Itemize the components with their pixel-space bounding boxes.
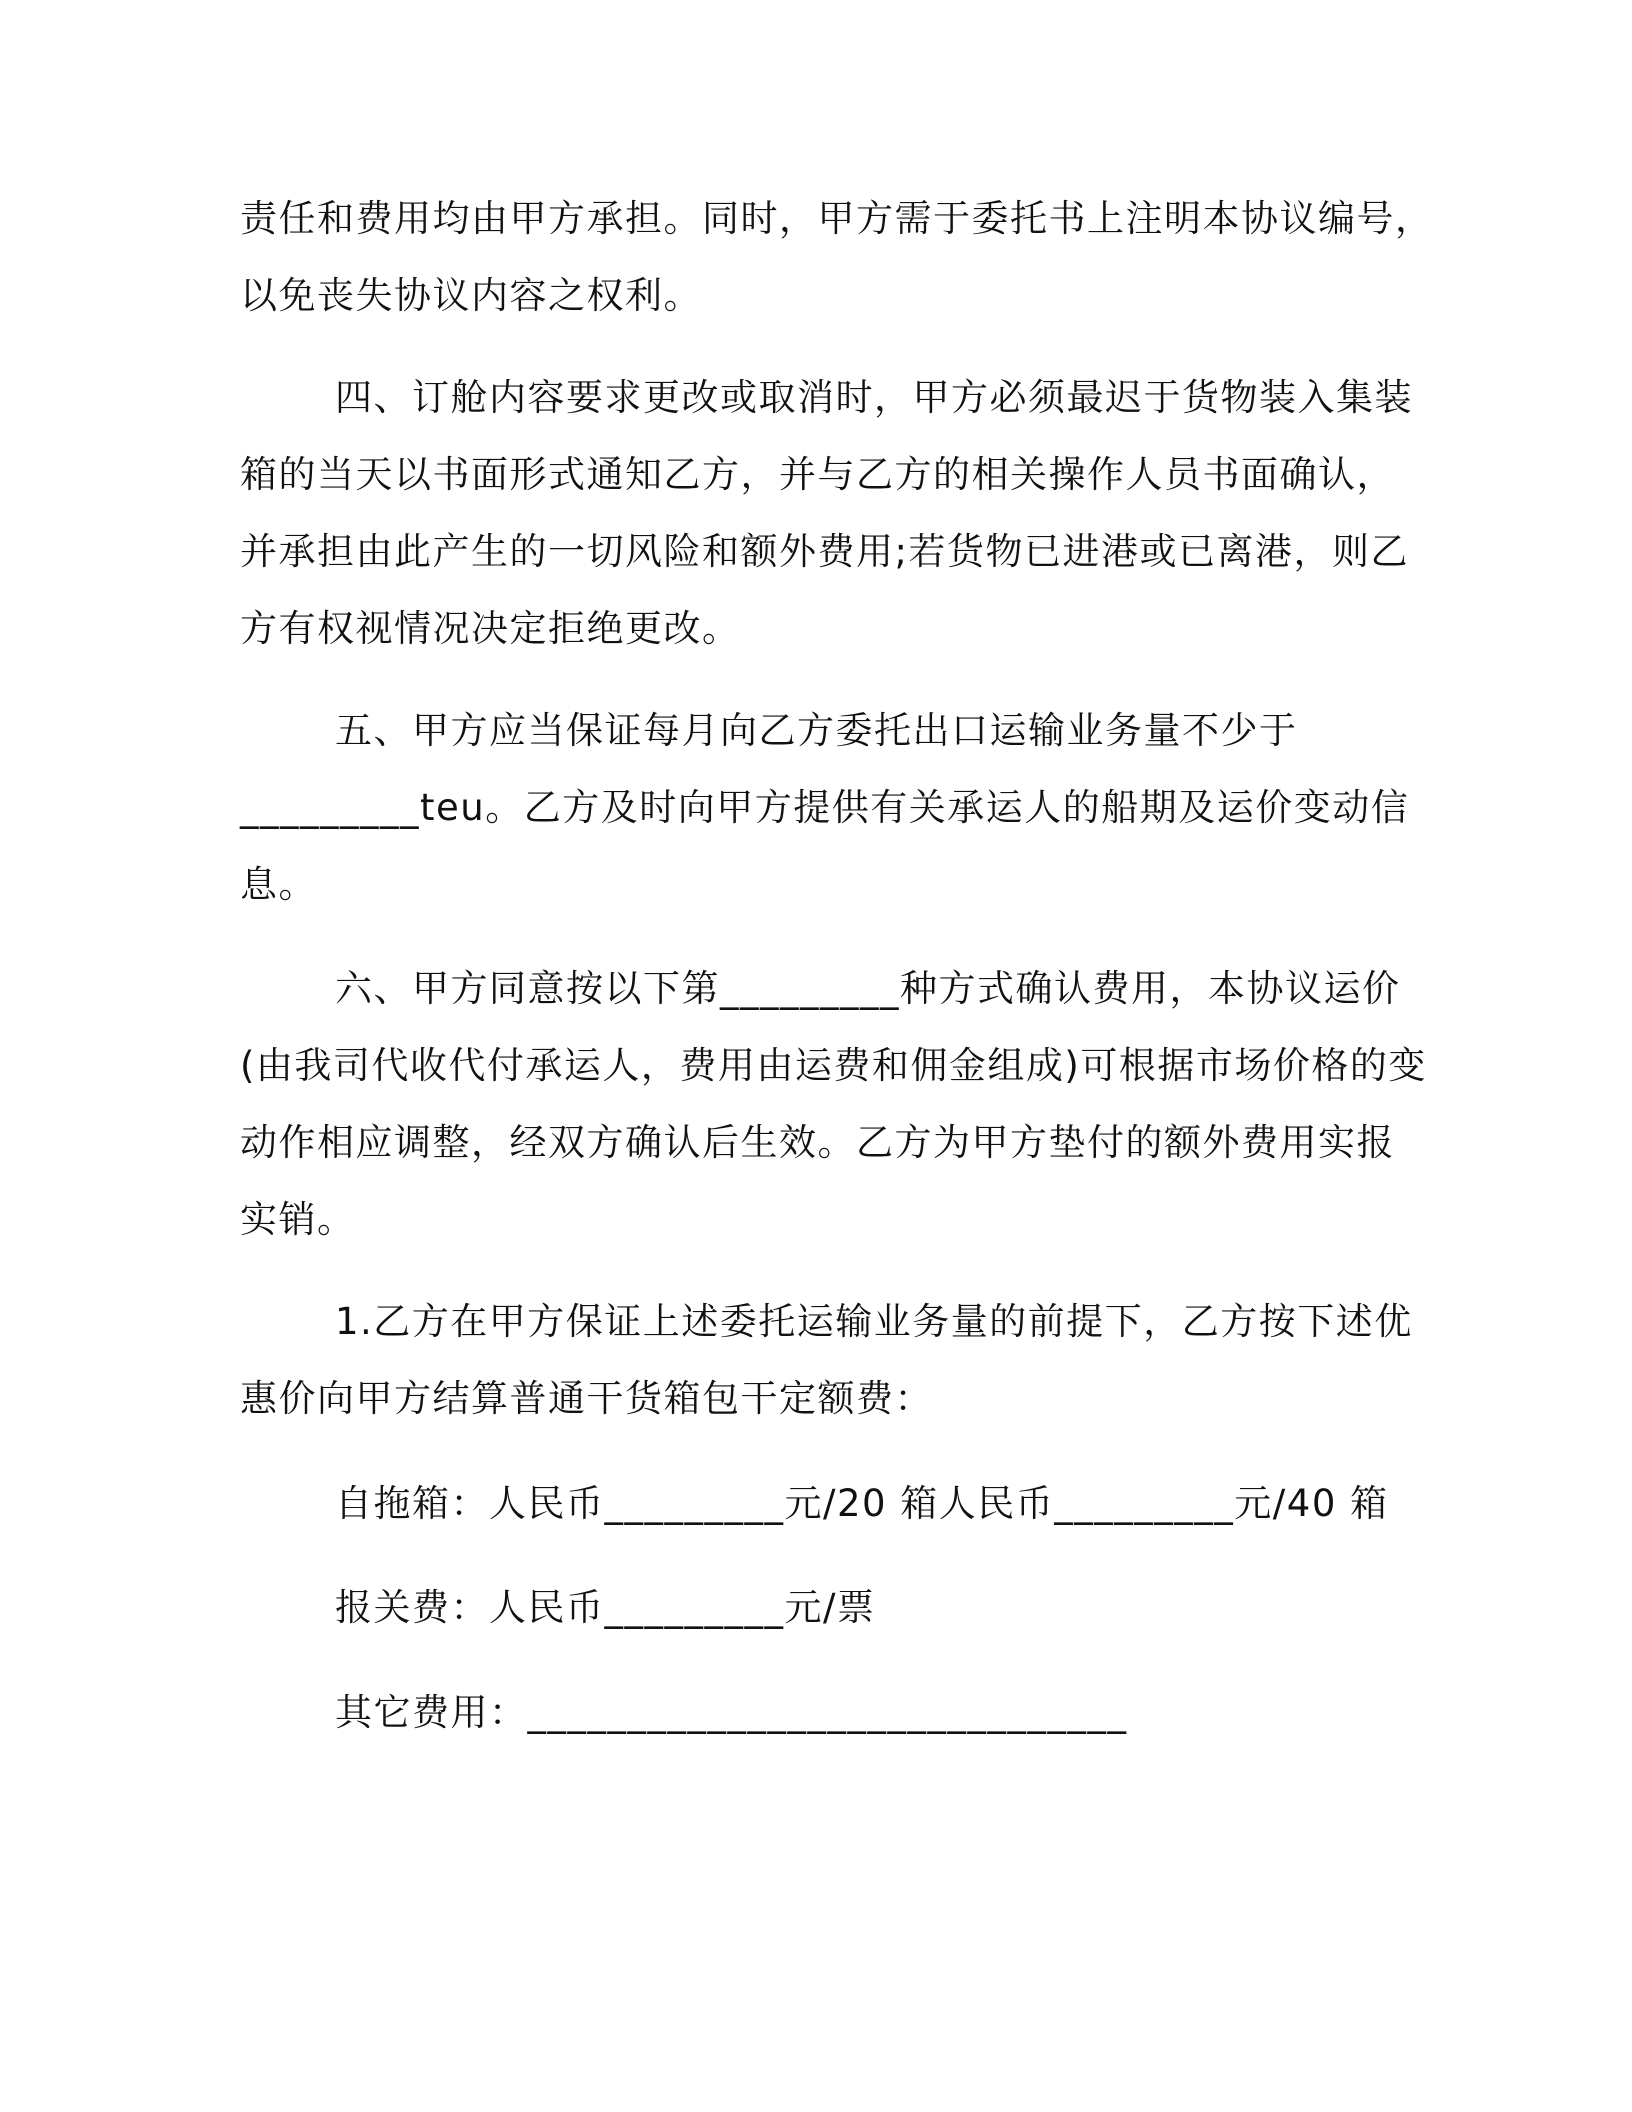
text-line: 责任和费用均由甲方承担。同时，甲方需于委托书上注明本协议编号， (240, 197, 1434, 240)
text-line: 报关费：人民币_________元/票 (335, 1586, 876, 1629)
text-line: 五、甲方应当保证每月向乙方委托出口运输业务量不少于 (335, 709, 1298, 752)
paragraph-clause-four (240, 359, 1413, 667)
fee-line-other (240, 1674, 1390, 1751)
text-line: 实销。 (240, 1198, 356, 1241)
text-line: _________teu。乙方及时向甲方提供有关承运人的船期及运价变动信 (240, 786, 1410, 829)
text-line: 四、订舱内容要求更改或取消时，甲方必须最迟于货物装入集装 (335, 376, 1413, 419)
text-line: (由我司代收代付承运人，费用由运费和佣金组成)可根据市场价格的变 (240, 1044, 1427, 1087)
text-line: 1.乙方在甲方保证上述委托运输业务量的前提下，乙方按下述优 (335, 1300, 1413, 1343)
paragraph-clause-five (240, 692, 1410, 923)
text-line: 惠价向甲方结算普通干货箱包干定额费： (240, 1377, 933, 1420)
text-line: 以免丧失协议内容之权利。 (240, 274, 702, 317)
text-line: 并承担由此产生的一切风险和额外费用;若货物已进港或已离港，则乙 (240, 530, 1409, 573)
fee-line-self-trailer (240, 1465, 1390, 1542)
text-line: 方有权视情况决定拒绝更改。 (240, 607, 741, 650)
text-line: 六、甲方同意按以下第_________种方式确认费用，本协议运价 (335, 967, 1401, 1010)
text-line: 箱的当天以书面形式通知乙方，并与乙方的相关操作人员书面确认， (240, 453, 1395, 496)
text-line: 息。 (240, 863, 317, 906)
paragraph-item-one (240, 1283, 1413, 1437)
paragraph-continuation (240, 180, 1434, 334)
text-line: 其它费用：______________________________ (335, 1691, 1128, 1734)
text-line: 自拖箱：人民币_________元/20 箱人民币_________元/40 箱 (335, 1482, 1389, 1525)
paragraph-clause-six (240, 950, 1427, 1258)
fee-line-customs (240, 1569, 1390, 1646)
text-line: 动作相应调整，经双方确认后生效。乙方为甲方垫付的额外费用实报 (240, 1121, 1395, 1164)
